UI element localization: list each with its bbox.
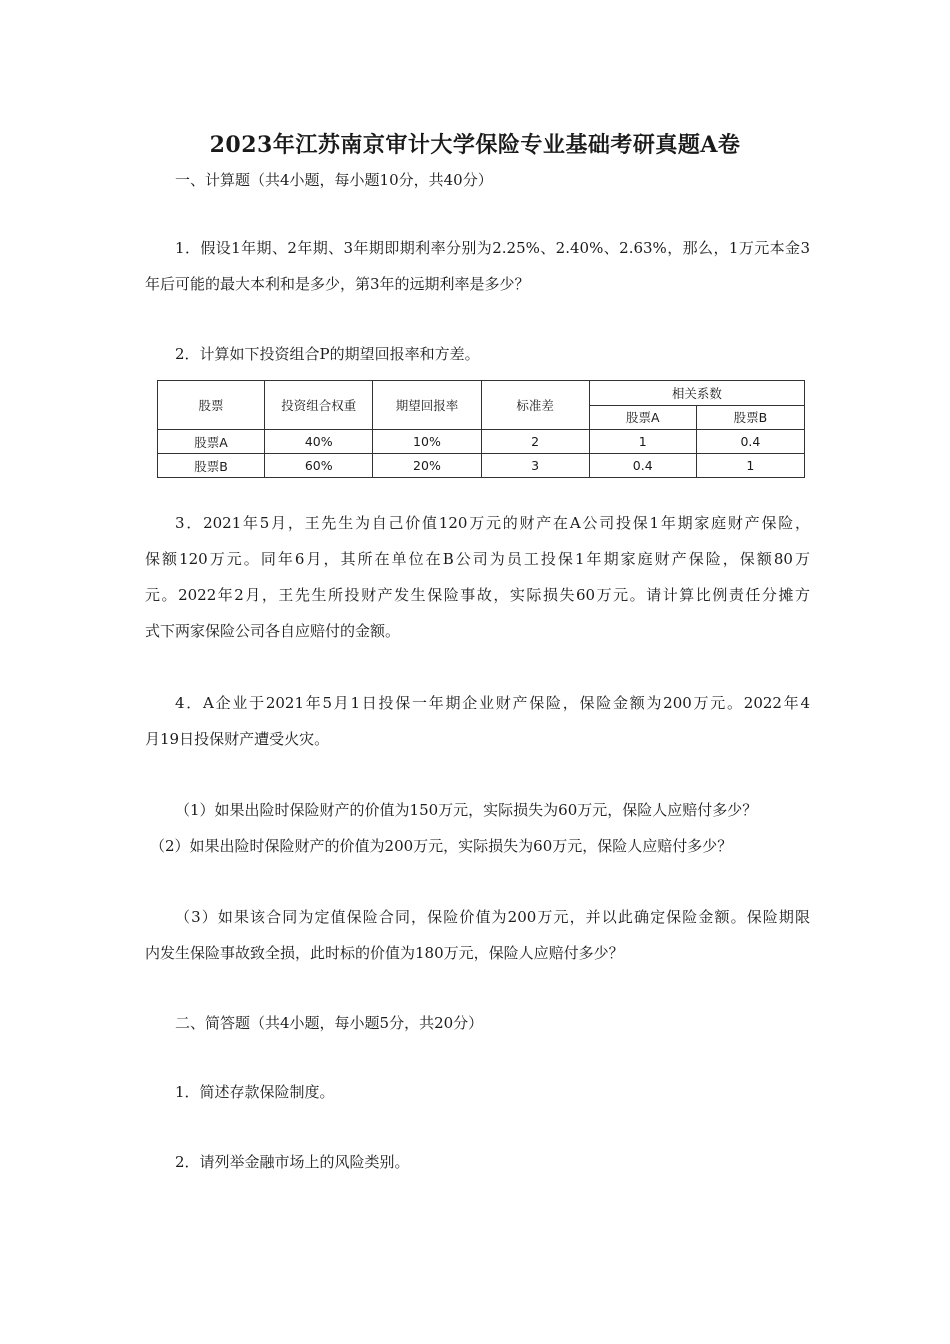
q1-line1: 1．假设1年期、2年期、3年期即期利率分别为2.25%、2.40%、2.63%，那么，1万元本金3: [175, 239, 810, 257]
cell-corr-a: 0.4: [589, 454, 696, 478]
cell-stock: 股票A: [158, 430, 265, 454]
q3-line4: 式下两家保险公司各自应赔付的金额。: [145, 622, 401, 640]
cell-std-dev: 3: [481, 454, 589, 478]
q3-line1: 3．2021年5月，王先生为自己价值120万元的财产在A公司投保1年期家庭财产保险，: [175, 514, 810, 532]
cell-std-dev: 2: [481, 430, 589, 454]
cell-corr-a: 1: [589, 430, 696, 454]
cell-weight: 40%: [265, 430, 373, 454]
document-title: 2023年江苏南京审计大学保险专业基础考研真题A卷: [209, 132, 741, 158]
cell-corr-b: 0.4: [696, 430, 804, 454]
q3-line2: 保额120万元。同年6月，其所在单位在B公司为员工投保1年期家庭财产保险，保额80万: [145, 550, 810, 568]
q2-text: 2．计算如下投资组合P的期望回报率和方差。: [175, 345, 480, 363]
s2-q1: 1．简述存款保险制度。: [175, 1083, 335, 1101]
q1-line2: 年后可能的最大本利和是多少，第3年的远期利率是多少？: [145, 275, 530, 293]
q4-line2: 月19日投保财产遭受火灾。: [145, 730, 330, 748]
q4-sub3-line2: 内发生保险事故致全损，此时标的价值为180万元，保险人应赔付多少？: [145, 944, 624, 962]
table-row: [158, 430, 805, 454]
cell-corr-b: 1: [696, 454, 804, 478]
s2-q2: 2．请列举金融市场上的风险类别。: [175, 1153, 410, 1171]
table-row: [158, 454, 805, 478]
header-corr-b: 股票B: [696, 405, 804, 430]
q4-line1: 4．A企业于2021年5月1日投保一年期企业财产保险，保险金额为200万元。2022年4: [175, 694, 810, 712]
q4-sub2: （2）如果出险时保险财产的价值为200万元，实际损失为60万元，保险人应赔付多少？: [150, 837, 733, 855]
cell-weight: 60%: [265, 454, 373, 478]
cell-expected-return: 20%: [373, 454, 481, 478]
section1-heading: 一、计算题（共4小题，每小题10分，共40分）: [175, 171, 493, 189]
q4-sub1: （1）如果出险时保险财产的价值为150万元，实际损失为60万元，保险人应赔付多少？: [175, 801, 758, 819]
header-correlation: 相关系数: [589, 381, 804, 406]
header-expected-return: 期望回报率: [373, 381, 481, 430]
q3-line3: 元。2022年2月，王先生所投财产发生保险事故，实际损失60万元。请计算比例责任分摊方: [145, 586, 810, 604]
cell-stock: 股票B: [158, 454, 265, 478]
portfolio-table: [157, 380, 805, 478]
header-stock: 股票: [158, 381, 265, 430]
header-corr-a: 股票A: [589, 405, 696, 430]
section2-heading: 二、简答题（共4小题，每小题5分，共20分）: [175, 1014, 484, 1032]
header-std-dev: 标准差: [481, 381, 589, 430]
table-header-row: [158, 381, 805, 406]
header-weight: 投资组合权重: [265, 381, 373, 430]
q4-sub3-line1: （3）如果该合同为定值保险合同，保险价值为200万元，并以此确定保险金额。保险期限: [175, 908, 810, 926]
cell-expected-return: 10%: [373, 430, 481, 454]
